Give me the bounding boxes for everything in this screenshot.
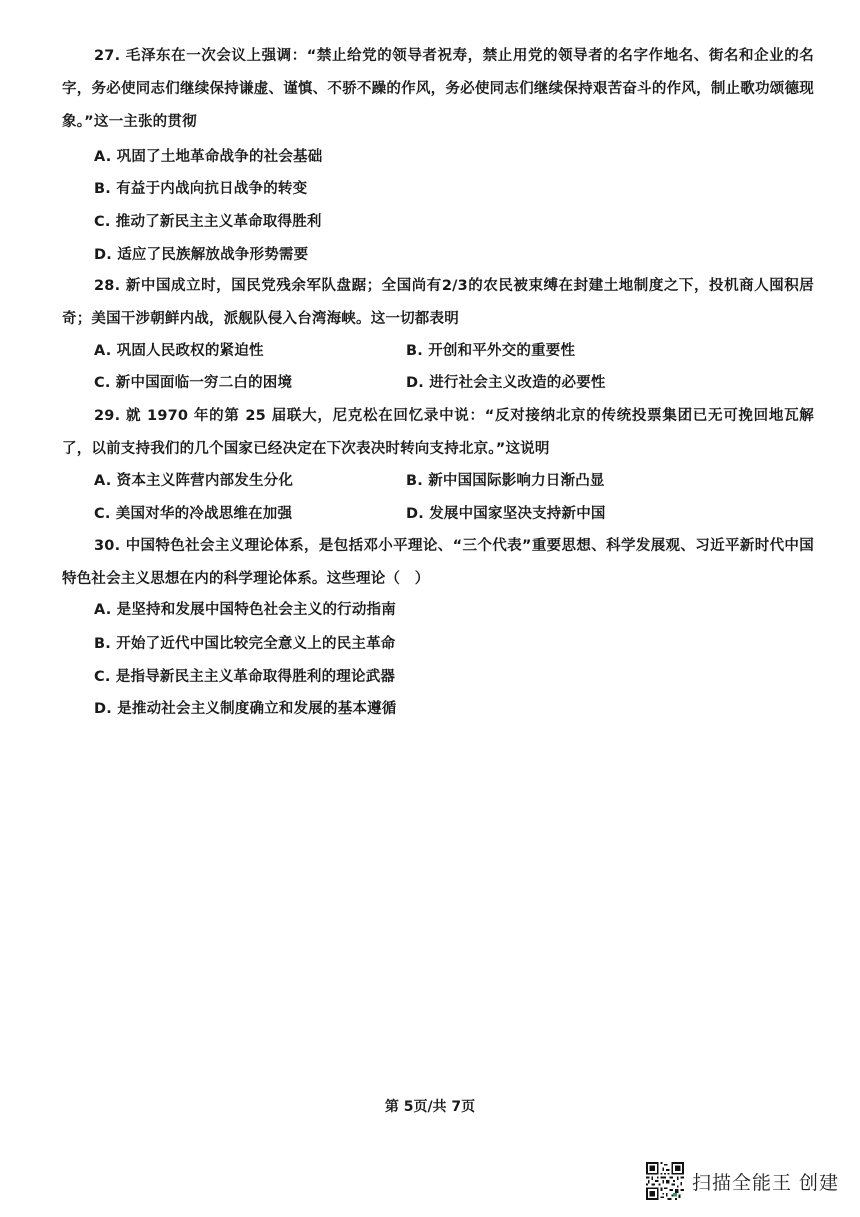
question-28-option-c: C. 新中国面临一穷二白的困境 — [94, 375, 293, 391]
question-27-option-a: A. 巩固了土地革命战争的社会基础 — [94, 149, 323, 165]
scanner-watermark — [646, 1162, 839, 1200]
question-30-option-c: C. 是指导新民主主义革命取得胜利的理论武器 — [94, 669, 396, 685]
question-28-option-b: B. 开创和平外交的重要性 — [406, 343, 576, 359]
question-30-option-a: A. 是坚持和发展中国特色社会主义的行动指南 — [94, 602, 396, 618]
question-29-stem: 29. 就 1970 年的第 25 届联大，尼克松在回忆录中说：“反对接纳北京的传统投票集团已无可挽回地瓦解了，以前支持我们的几个国家已经决定在下次表决时转向支持北京。”这说明 — [62, 408, 814, 457]
question-27-stem: 27. 毛泽东在一次会议上强调：“禁止给党的领导者祝寿，禁止用党的领导者的名字作地名、街名和企业的名字，务必使同志们继续保持谦虚、谨慎、不骄不躁的作风，务必使同志们继续保持艰苦奋斗的作风，制止歌功颂德现象。”这一主张的贯彻 — [62, 48, 814, 130]
question-28-stem: 28. 新中国成立时，国民党残余军队盘踞；全国尚有2/3的农民被束缚在封建土地制度之下，投机商人囤积居奇；美国干涉朝鲜内战，派舰队侵入台湾海峡。这一切都表明 — [62, 278, 814, 327]
question-29-option-d: D. 发展中国家坚决支持新中国 — [406, 506, 606, 522]
question-30-stem: 30. 中国特色社会主义理论体系，是包括邓小平理论、“三个代表”重要思想、科学发展观、习近平新时代中国特色社会主义思想在内的科学理论体系。这些理论（ ） — [62, 538, 814, 587]
question-30-option-d: D. 是推动社会主义制度确立和发展的基本遵循 — [94, 701, 397, 717]
question-28-option-a: A. 巩固人民政权的紧迫性 — [94, 343, 264, 359]
page-number: 第 5页/共 7页 — [384, 1099, 476, 1115]
question-27-option-d: D. 适应了民族解放战争形势需要 — [94, 247, 309, 263]
watermark-text: 扫描全能王 创建 — [692, 1171, 840, 1194]
question-29-option-a: A. 资本主义阵营内部发生分化 — [94, 473, 294, 489]
question-27-option-b: B. 有益于内战向抗日战争的转变 — [94, 181, 308, 197]
qr-code-icon — [646, 1162, 684, 1200]
question-29-option-c: C. 美国对华的冷战思维在加强 — [94, 506, 293, 522]
question-29-option-b: B. 新中国国际影响力日渐凸显 — [406, 473, 605, 489]
question-30-option-b: B. 开始了近代中国比较完全意义上的民主革命 — [94, 636, 396, 652]
question-27-option-c: C. 推动了新民主主义革命取得胜利 — [94, 214, 322, 230]
question-28-option-d: D. 进行社会主义改造的必要性 — [406, 375, 606, 391]
